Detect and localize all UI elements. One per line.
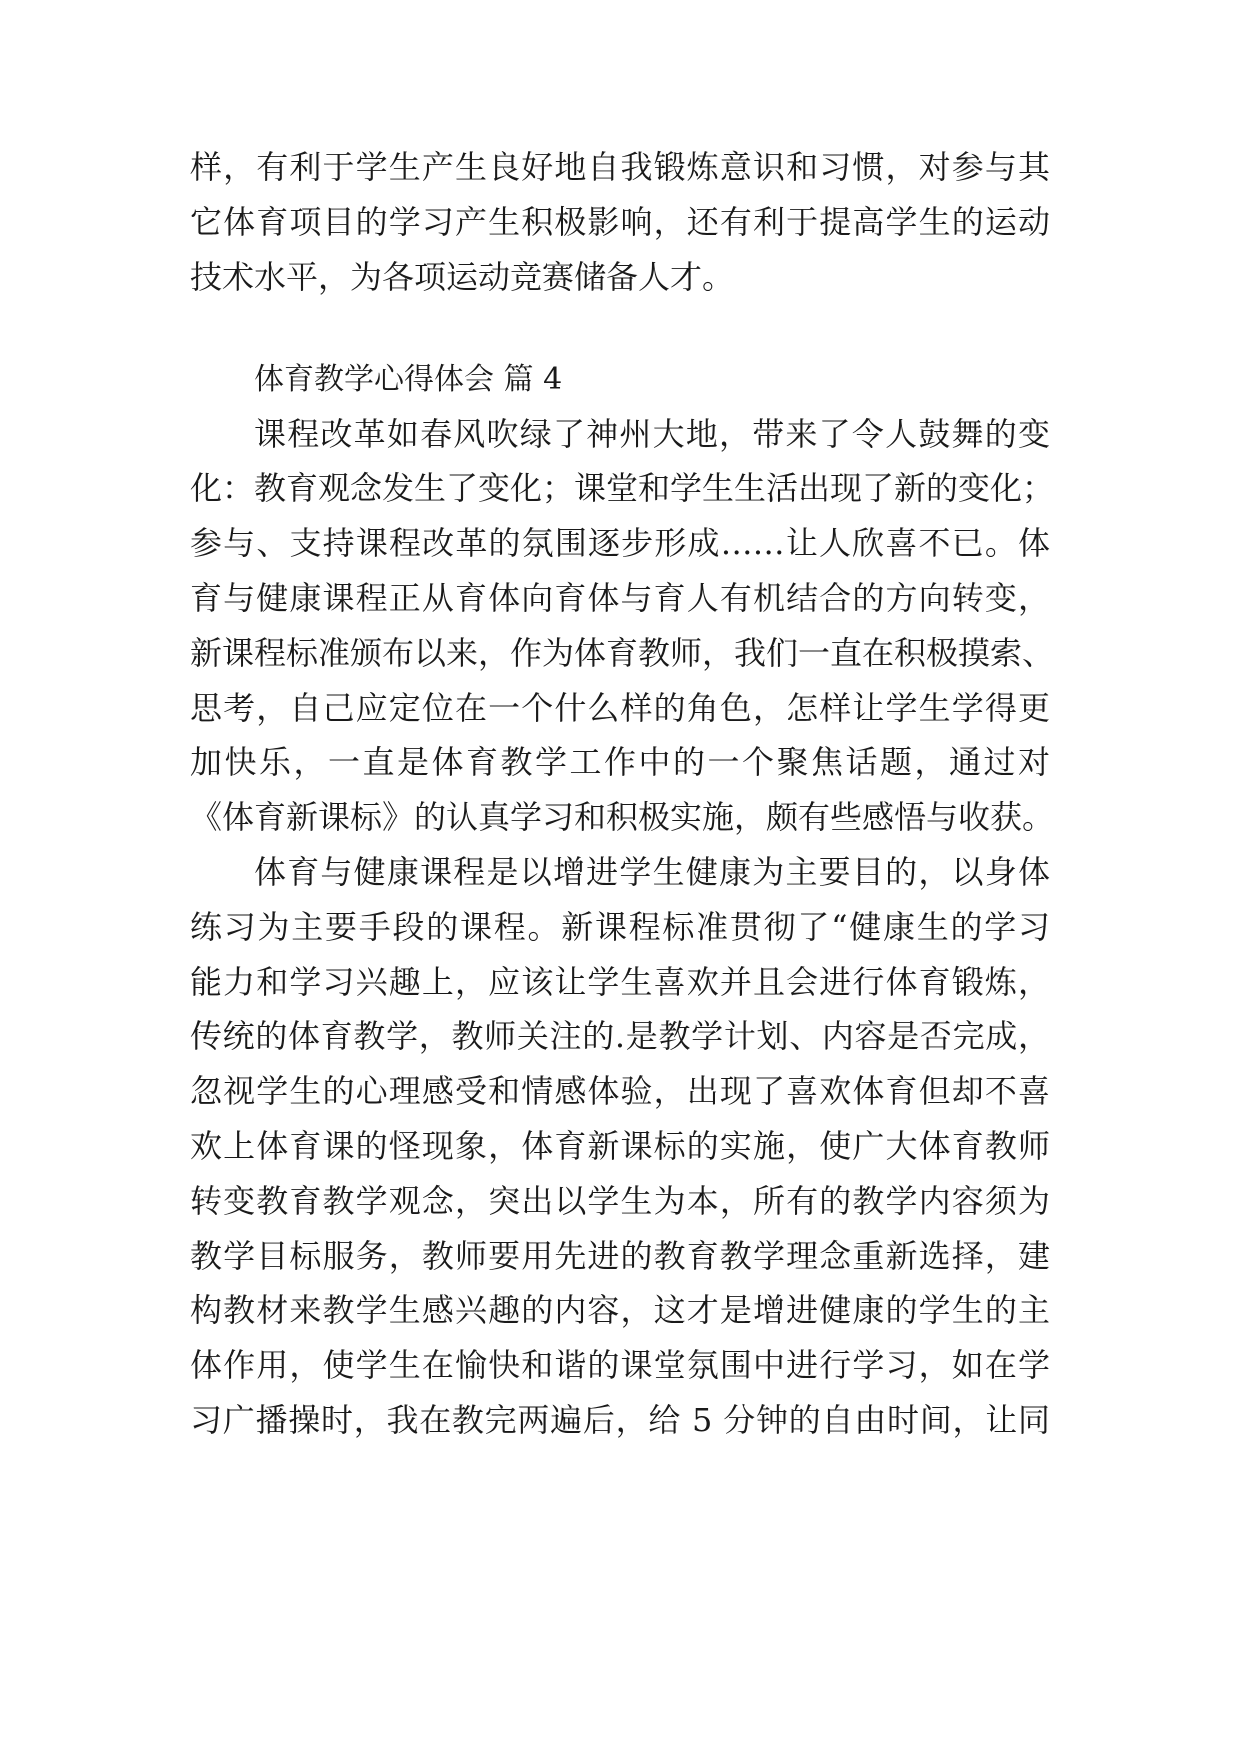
text-line: 练习为主要手段的课程。新课程标准贯彻了“健康生的学习	[190, 908, 1050, 946]
text-line: 转变教育教学观念，突出以学生为本，所有的教学内容须为	[190, 1182, 1050, 1220]
text-line: 技术水平，为各项运动竞赛储备人才。	[190, 258, 735, 296]
text-line: 参与、支持课程改革的氛围逐步形成……让人欣喜不已。体	[190, 524, 1050, 562]
text-line: 构教材来教学生感兴趣的内容，这才是增进健康的学生的主	[190, 1291, 1050, 1329]
text-line: 它体育项目的学习产生积极影响，还有利于提高学生的运动	[190, 203, 1050, 241]
text-line: 样，有利于学生产生良好地自我锻炼意识和习惯，对参与其	[190, 148, 1050, 186]
text-line: 体育与健康课程是以增进学生健康为主要目的，以身体	[254, 853, 1050, 891]
text-line: 课程改革如春风吹绿了神州大地，带来了令人鼓舞的变	[254, 415, 1050, 453]
text-line: 加快乐，一直是体育教学工作中的一个聚焦话题，通过对	[190, 743, 1050, 781]
text-line: 习广播操时，我在教完两遍后，给 5 分钟的自由时间，让同	[190, 1401, 1050, 1439]
text-line: 教学目标服务，教师要用先进的教育教学理念重新选择，建	[190, 1237, 1050, 1275]
text-line: 欢上体育课的怪现象，体育新课标的实施，使广大体育教师	[190, 1127, 1050, 1165]
text-line: 忽视学生的心理感受和情感体验，出现了喜欢体育但却不喜	[190, 1072, 1050, 1110]
section-heading: 体育教学心得体会 篇 4	[254, 362, 563, 397]
text-line: 传统的体育教学，教师关注的.是教学计划、内容是否完成，	[190, 1017, 1050, 1055]
text-line: 育与健康课程正从育体向育体与育人有机结合的方向转变，	[190, 579, 1050, 617]
text-line: 思考，自己应定位在一个什么样的角色，怎样让学生学得更	[190, 689, 1050, 727]
text-line: 新课程标准颁布以来，作为体育教师，我们一直在积极摸索、	[190, 634, 1055, 672]
text-line: 体作用，使学生在愉快和谐的课堂氛围中进行学习，如在学	[190, 1346, 1050, 1384]
text-line: 《体育新课标》的认真学习和积极实施，颇有些感悟与收获。	[190, 798, 1055, 836]
text-line: 化：教育观念发生了变化；课堂和学生生活出现了新的变化；	[190, 469, 1055, 507]
text-line: 能力和学习兴趣上，应该让学生喜欢并且会进行体育锻炼，	[190, 963, 1050, 1001]
